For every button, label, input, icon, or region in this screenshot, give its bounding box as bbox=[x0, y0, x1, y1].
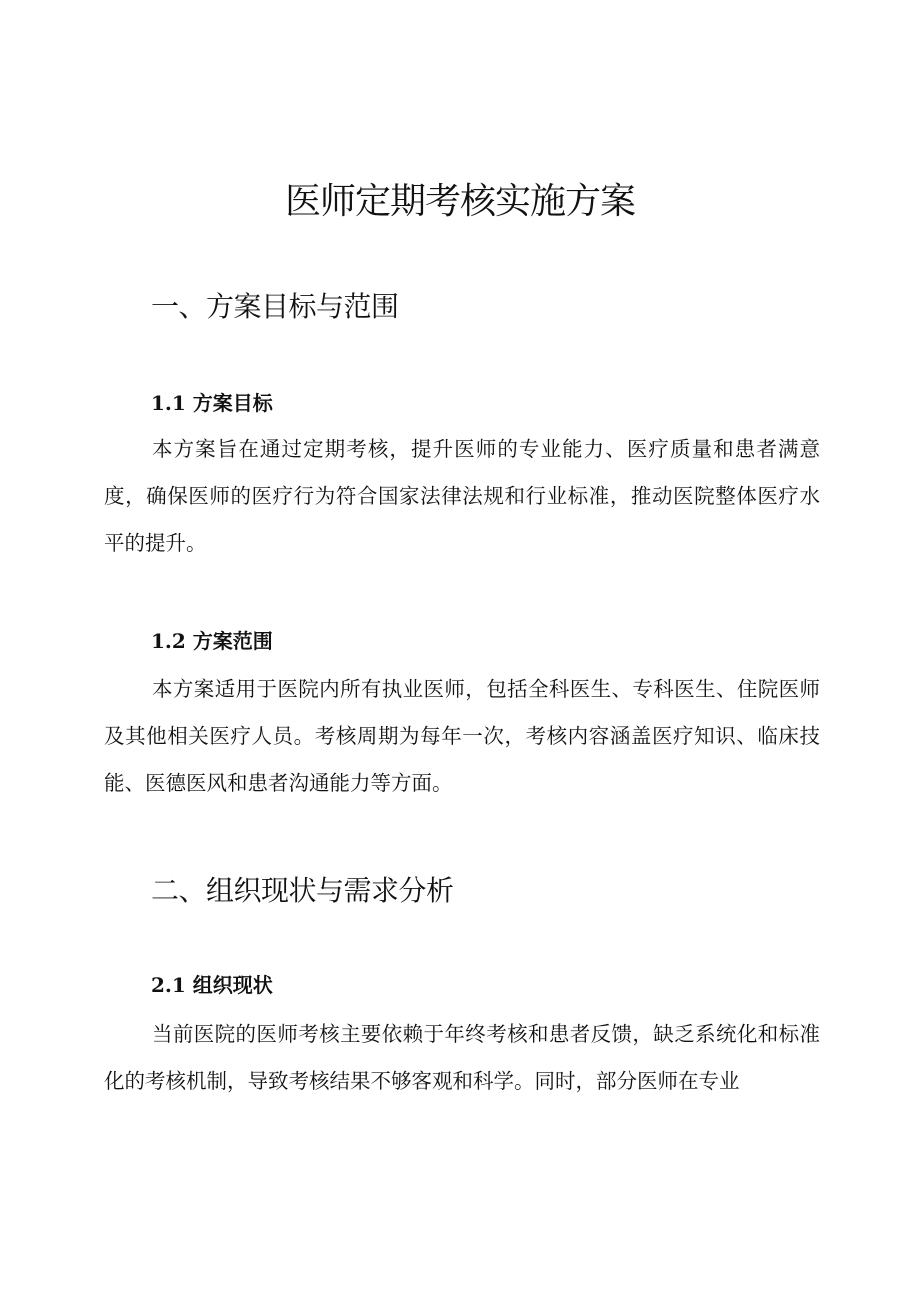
document-title: 医师定期考核实施方案 bbox=[284, 181, 635, 222]
paragraph-2-1: 当前医院的医师考核主要依赖于年终考核和患者反馈，缺乏系统化和标准化的考核机制，导致考核结果不够客观和科学。同时，部分医师在专业 bbox=[104, 1022, 820, 1093]
paragraph-1-1: 本方案旨在通过定期考核，提升医师的专业能力、医疗质量和患者满意度，确保医师的医疗行为符合国家法律法规和行业标准，推动医院整体医疗水平的提升。 bbox=[104, 437, 820, 555]
section-heading-2: 二、组织现状与需求分析 bbox=[151, 874, 454, 907]
subsection-heading-1-1: 1.1 方案目标 bbox=[151, 391, 273, 415]
section-heading-1: 一、方案目标与范围 bbox=[151, 290, 399, 323]
paragraph-1-2: 本方案适用于医院内所有执业医师，包括全科医生、专科医生、住院医师及其他相关医疗人员。考核周期为每年一次，考核内容涵盖医疗知识、临床技能、医德医风和患者沟通能力等方面。 bbox=[104, 677, 820, 795]
subsection-heading-1-2: 1.2 方案范围 bbox=[151, 629, 273, 653]
subsection-heading-2-1: 2.1 组织现状 bbox=[151, 973, 273, 997]
